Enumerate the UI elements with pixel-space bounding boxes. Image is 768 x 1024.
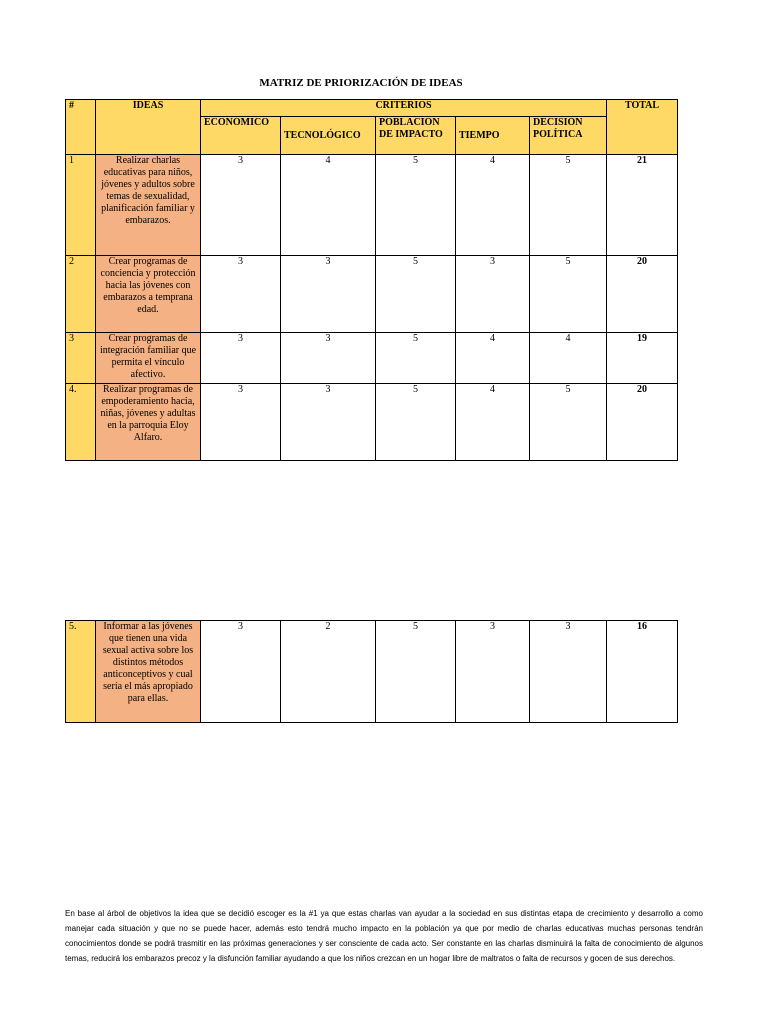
table-row [66, 384, 678, 461]
row-total: 20 [607, 384, 678, 461]
priority-matrix-table [65, 99, 678, 461]
row-num: 4. [66, 384, 96, 461]
row-economico: 3 [201, 384, 281, 461]
header-poblacion: POBLACIÓN DE IMPACTO [376, 117, 456, 155]
header-tecnologico: TECNOLÓGICO [281, 117, 376, 155]
row-tiempo: 4 [456, 333, 530, 384]
row-total: 16 [607, 621, 678, 723]
row-tecnologico: 3 [281, 256, 376, 333]
page-title: MATRIZ DE PRIORIZACIÓN DE IDEAS [259, 77, 463, 89]
row-poblacion: 5 [376, 256, 456, 333]
row-num: 1 [66, 155, 96, 256]
header-total: TOTAL [607, 100, 678, 155]
row-decision: 5 [530, 384, 607, 461]
row-tiempo: 3 [456, 621, 530, 723]
row-poblacion: 5 [376, 621, 456, 723]
row-tiempo: 4 [456, 155, 530, 256]
table-row [66, 155, 678, 256]
row-idea: Crear programas de conciencia y protección hacia las jóvenes con embarazos a temprana edad. [96, 256, 201, 333]
row-total: 20 [607, 256, 678, 333]
row-economico: 3 [201, 256, 281, 333]
row-idea: Realizar charlas educativas para niños, jóvenes y adultos sobre temas de sexualidad, planificación familiar y embarazos. [96, 155, 201, 256]
header-criterios: CRITERIOS [201, 100, 607, 117]
row-economico: 3 [201, 333, 281, 384]
priority-matrix-table-continued [65, 620, 678, 723]
header-economico: ECONÓMICO [201, 117, 281, 155]
row-economico: 3 [201, 155, 281, 256]
row-tecnologico: 3 [281, 333, 376, 384]
row-decision: 5 [530, 155, 607, 256]
conclusion-paragraph: En base al árbol de objetivos la idea que se decidió escoger es la #1 ya que estas charlas van ayudar a la sociedad en sus distintas etapa de crecimiento y desarrollo a como manejar cada situación y que no se puede hacer, además esto tendrá mucho impacto en la población ya que por medio de charlas educativas muchas personas tendrán conocimientos donde se podrá trasmitir en las próximas generaciones y ser consciente de cada acto. Ser constante en las charlas disminuirá la falta de conocimiento de algunos temas, reducirá los embarazos precoz y la disfunción familiar ayudando a que los niños crezcan en un hogar libre de maltratos o falta de recursos y gocen de sus derechos. [65, 909, 703, 963]
table-row [66, 256, 678, 333]
row-num: 3 [66, 333, 96, 384]
row-total: 21 [607, 155, 678, 256]
row-total: 19 [607, 333, 678, 384]
row-decision: 4 [530, 333, 607, 384]
row-tecnologico: 2 [281, 621, 376, 723]
row-economico: 3 [201, 621, 281, 723]
header-decision: DECISIÓN POLÍTICA [530, 117, 607, 155]
row-decision: 3 [530, 621, 607, 723]
row-idea: Crear programas de integración familiar que permita el vínculo afectivo. [96, 333, 201, 384]
header-tiempo: TIEMPO [456, 117, 530, 155]
row-tecnologico: 3 [281, 384, 376, 461]
row-decision: 5 [530, 256, 607, 333]
row-num: 2 [66, 256, 96, 333]
row-idea: Realizar programas de empoderamiento hacia, niñas, jóvenes y adultas en la parroquia Eloy Alfaro. [96, 384, 201, 461]
header-ideas: IDEAS [96, 100, 201, 155]
row-idea: Informar a las jóvenes que tienen una vida sexual activa sobre los distintos métodos anticonceptivos y cual sería el más apropiado para ellas. [96, 621, 201, 723]
row-tiempo: 4 [456, 384, 530, 461]
table-row [66, 333, 678, 384]
row-tecnologico: 4 [281, 155, 376, 256]
header-num: # [66, 100, 96, 155]
row-poblacion: 5 [376, 333, 456, 384]
table-row [66, 621, 678, 723]
row-poblacion: 5 [376, 155, 456, 256]
row-num: 5. [66, 621, 96, 723]
row-tiempo: 3 [456, 256, 530, 333]
row-poblacion: 5 [376, 384, 456, 461]
